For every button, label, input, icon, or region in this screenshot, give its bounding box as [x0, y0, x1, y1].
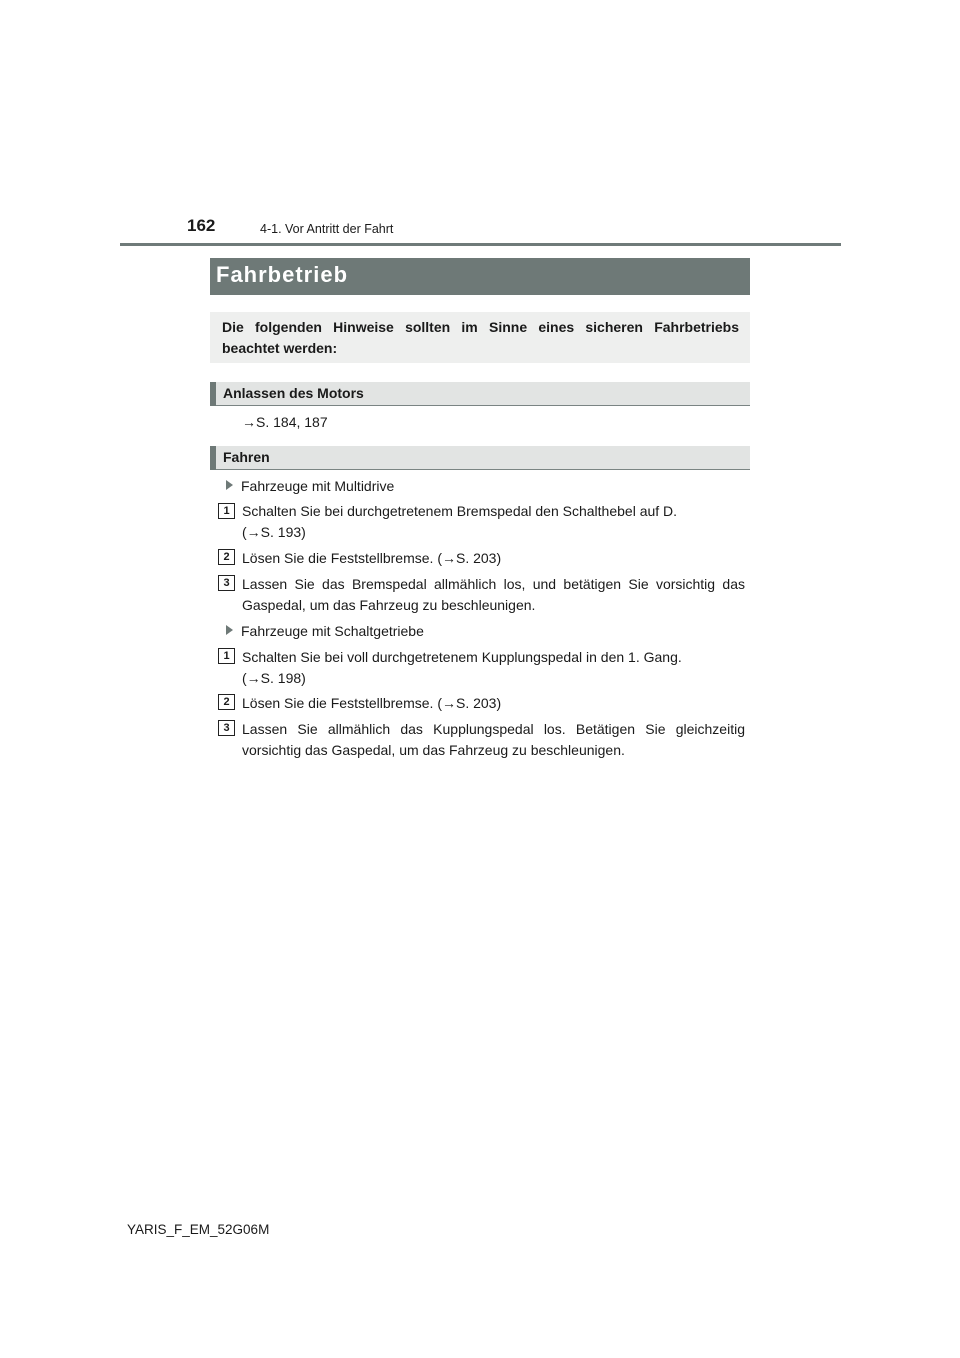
starting-reference: →S. 184, 187 — [242, 414, 328, 430]
page-title: Fahrbetrieb — [210, 258, 750, 295]
subheading-starting: Anlassen des Motors — [210, 382, 750, 406]
intro-box: Die folgenden Hinweise sollten im Sinne eines sicheren Fahrbetriebs beachtet werden: — [210, 312, 750, 363]
step-number-badge: 2 — [218, 549, 235, 565]
triangle-bullet-icon — [226, 625, 233, 635]
step-number-badge: 3 — [218, 720, 235, 736]
step-text: Lösen Sie die Feststellbremse. (→S. 203) — [242, 695, 502, 711]
step-text: Schalten Sie bei durchgetretenem Bremspedal den Schalthebel auf D. (→S. 193) — [242, 503, 678, 540]
header-rule — [120, 243, 841, 246]
step-text: Lassen Sie allmählich das Kupplungspedal los. Betätigen Sie gleichzeitig vorsichtig das Gaspedal, um das Fahrzeug zu beschleunigen. — [242, 721, 745, 758]
step-number-badge: 2 — [218, 694, 235, 710]
variant-multidrive — [226, 478, 394, 494]
variant-label: Fahrzeuge mit Schaltgetriebe — [241, 623, 424, 639]
footer-document-code: YARIS_F_EM_52G06M — [127, 1222, 270, 1237]
step-number-badge: 1 — [218, 648, 235, 664]
step-text: Lösen Sie die Feststellbremse. (→S. 203) — [242, 550, 502, 566]
step-number-badge: 1 — [218, 503, 235, 519]
triangle-bullet-icon — [226, 480, 233, 490]
section-path: 4-1. Vor Antritt der Fahrt — [260, 222, 394, 236]
step-text: Schalten Sie bei voll durchgetretenem Kupplungspedal in den 1. Gang. (→S. 198) — [242, 649, 682, 686]
page-number: 162 — [187, 216, 216, 235]
step-reference: (→S. 193) — [242, 524, 306, 540]
step-reference: (→S. 198) — [242, 670, 306, 686]
variant-manual — [226, 623, 424, 639]
subheading-driving: Fahren — [210, 446, 750, 470]
step-text: Lassen Sie das Bremspedal allmählich los, und betätigen Sie vorsichtig das Gaspedal, um das Fahrzeug zu beschleunigen. — [242, 576, 745, 613]
step-number-badge: 3 — [218, 575, 235, 591]
variant-label: Fahrzeuge mit Multidrive — [241, 478, 395, 494]
